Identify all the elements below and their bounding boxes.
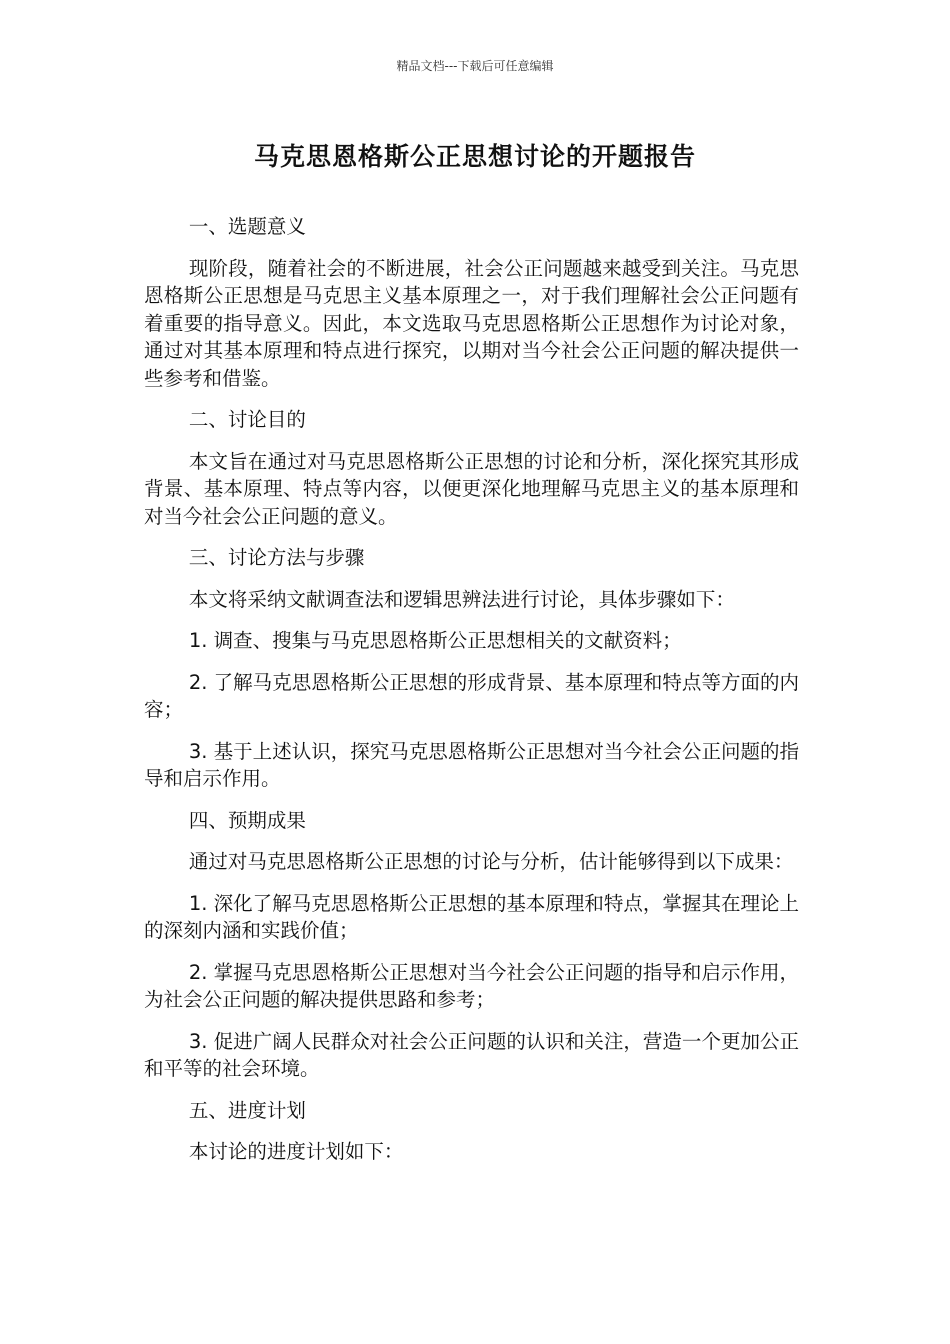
paragraph-significance: 现阶段，随着社会的不断进展，社会公正问题越来越受到关注。马克思恩格斯公正思想是马克思主义基本原理之一，对于我们理解社会公正问题有着重要的指导意义。因此，本文选取马克思恩格斯公正思想作为讨论对象，通过对其基本原理和特点进行探究，以期对当今社会公正问题的解决提供一些参考和借鉴。 bbox=[144, 256, 799, 390]
list-item-method-3: 3. 基于上述认识，探究马克思恩格斯公正思想对当今社会公正问题的指导和启示作用。 bbox=[144, 739, 799, 790]
paragraph-results-intro: 通过对马克思恩格斯公正思想的讨论与分析，估计能够得到以下成果： bbox=[188, 850, 794, 873]
document-title: 马克思恩格斯公正思想讨论的开题报告 bbox=[253, 142, 696, 171]
paragraph-purpose: 本文旨在通过对马克思恩格斯公正思想的讨论和分析，深化探究其形成背景、基本原理、特点等内容，以便更深化地理解马克思主义的基本原理和对当今社会公正问题的意义。 bbox=[144, 449, 799, 528]
list-item-method-1: 1. 调查、搜集与马克思恩格斯公正思想相关的文献资料； bbox=[188, 629, 682, 652]
document-body bbox=[144, 213, 799, 1180]
section-heading-significance: 一、选题意义 bbox=[188, 215, 306, 238]
list-item-result-3: 3. 促进广阔人民群众对社会公正问题的认识和关注，营造一个更加公正和平等的社会环境。 bbox=[144, 1029, 799, 1080]
list-item-method-2: 2. 了解马克思恩格斯公正思想的形成背景、基本原理和特点等方面的内容； bbox=[144, 670, 799, 721]
header-note: 精品文档---下载后可任意编辑 bbox=[396, 59, 554, 73]
section-heading-results: 四、预期成果 bbox=[188, 808, 306, 832]
paragraph-schedule-intro: 本讨论的进度计划如下： bbox=[188, 1140, 404, 1163]
list-item-result-1: 1. 深化了解马克思恩格斯公正思想的基本原理和特点，掌握其在理论上的深刻内涵和实践价值； bbox=[144, 891, 799, 942]
section-heading-schedule: 五、进度计划 bbox=[188, 1098, 306, 1122]
list-item-result-2: 2. 掌握马克思恩格斯公正思想对当今社会公正问题的指导和启示作用，为社会公正问题的解决提供思路和参考； bbox=[144, 960, 799, 1011]
paragraph-methods-intro: 本文将采纳文献调查法和逻辑思辨法进行讨论，具体步骤如下： bbox=[188, 587, 735, 611]
section-heading-methods: 三、讨论方法与步骤 bbox=[188, 546, 365, 569]
section-heading-purpose: 二、讨论目的 bbox=[188, 408, 306, 431]
